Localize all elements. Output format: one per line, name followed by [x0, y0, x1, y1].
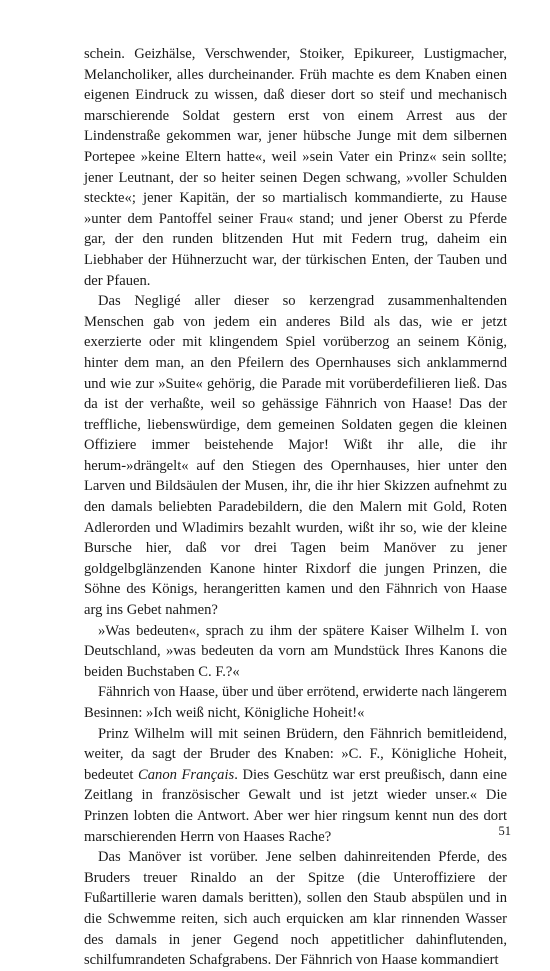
paragraph-2: Das Negligé aller dieser so kerzengrad zusammenhaltenden Menschen gab von jedem ein anderes Bild als das, wie er jetzt exerzierte oder mit klingendem Spiel vorüberzog an seinem König, hinter dem man, an den Pfeilern des Opernhauses sich anklammernd und wie zur »Suite« gehörig, die Parade mit vorüberdefilieren ließ. Das da ist der verhaßte, weil so gehässige Fähnrich von Haase! Das der treffliche, liebenswürdige, dem gemeinen Soldaten gegen die kleinen Offiziere immer beistehende Major! Wißt ihr alle, die ihr herum-»drängelt« auf den Stiegen des Opernhauses, hier unter den Larven und Bildsäulen der Musen, ihr, die ihr hier Skizzen aufnehmt zu den damals beliebten Paradebildern, die den Malern mit Gold, Roten Adlerorden und Wladimirs bezahlt wurden, wißt ihr so, wie der kleine Bursche hier, daß vor drei Tagen beim Manöver zu jener goldgelbglänzenden Kanone hinter Rixdorf die jungen Prinzen, die Söhne des Königs, herangeritten kamen und den Fähnrich von Haase arg ins Gebet nahmen?: [84, 293, 507, 619]
paragraph-3: »Was bedeuten«, sprach zu ihm der spätere Kaiser Wilhelm I. von Deutschland, »was bedeuten da vorn am Mundstück Ihres Kanons die beiden Buchstaben C. F.?«: [84, 622, 507, 680]
paragraph-5: [84, 724, 507, 848]
book-page-text: [84, 44, 507, 971]
page-number: 51: [498, 824, 511, 838]
paragraph-5-emphasis: Canon Français: [138, 766, 235, 783]
paragraph-1: schein. Geizhälse, Verschwender, Stoiker, Epikureer, Lustigmacher, Melancholiker, alles durcheinander. Früh machte es dem Knaben einen eigenen Eindruck zu wissen, daß dieser dort so steif und mechanisch marschierende Soldat gestern erst von einem Arrest aus der Lindenstraße gekommen war, jener hübsche Junge mit dem silbernen Portepee »keine Eltern hatte«, weil »sein Vater ein Prinz« sein sollte; jener Leutnant, der so heiter seinen Degen schwang, »voller Schulden steckte«; jener Kapitän, der so martialisch kommandierte, zu Hause »unter dem Pantoffel seiner Frau« stand; und jener Oberst zu Pferde gar, der den runden blitzenden Hut mit Federn trug, daheim ein Liebhaber der Hühnerzucht war, der türkischen Enten, der Tauben und der Pfauen.: [84, 46, 507, 289]
paragraph-4: Fähnrich von Haase, über und über errötend, erwiderte nach längerem Besinnen: »Ich weiß nicht, Königliche Hoheit!«: [84, 684, 507, 721]
paragraph-6: Das Manöver ist vorüber. Jene selben dahinreitenden Pferde, des Bruders treuer Rinaldo an der Spitze (die Unteroffiziere der Fußartillerie waren damals beritten), sollen den Staub abspülen und in die Schwemme reiten, sich auch erquicken am klar rinnenden Wasser des damals in jener Gegend noch appetitlicher dahinflutenden, schilfumrandeten Schafgrabens. Der Fähnrich von Haase kommandiert: [84, 849, 507, 969]
paragraph-5-after: . Dies Geschütz war erst preußisch, dann eine Zeitlang in französischer Gewalt und ist jetzt wieder unser.« Die Prinzen lobten die Antwort. Aber wer hier ringsum kennt nun des dort marschierenden Herrn von Haases Rache?: [84, 766, 507, 845]
paragraph-5-before: Prinz Wilhelm will mit seinen Brüdern, den Fähnrich bemitleidend, weiter, da sagt der Bruder des Knaben: »C. F., Königliche Hoheit, bedeutet: [84, 725, 507, 783]
